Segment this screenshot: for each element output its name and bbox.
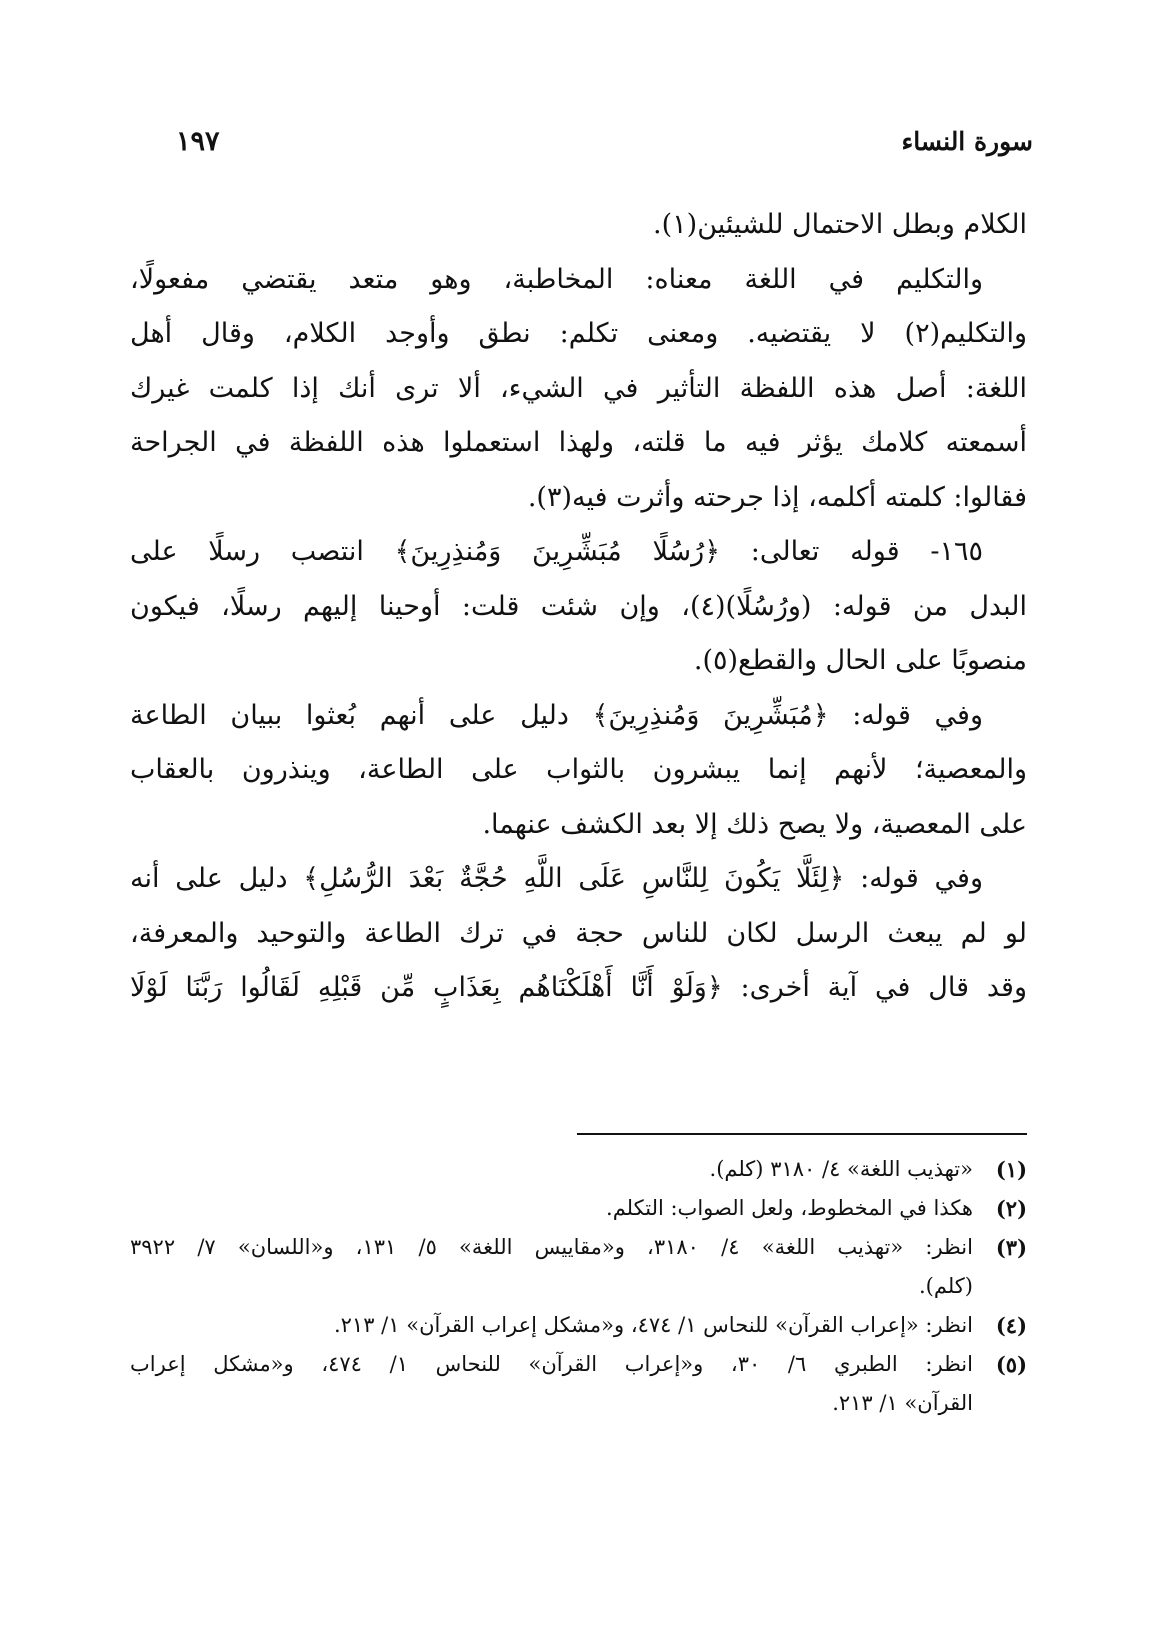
text-line: أسمعته كلامك يؤثر فيه ما قلته، ولهذا استعملوا هذه اللفظة في الجراحة [130,427,1027,458]
text-line: لو لم يبعث الرسل لكان للناس حجة في ترك الطاعة والتوحيد والمعرفة، [130,917,1027,949]
footnote-text: القرآن» ١/ ٢١٣. [832,1391,973,1415]
footnote [130,1306,1027,1345]
footnote [130,1150,1027,1189]
text-line: ١٦٥- قوله تعالى: ﴿رُسُلًا مُبَشِّرِينَ وَمُنذِرِينَ﴾ انتصب رسلًا على [130,536,983,567]
text-line: والمعصية؛ لأنهم إنما يبشرون بالثواب على الطاعة، وينذرون بالعقاب [130,754,1027,785]
footnote-number: (٤) [995,1313,1027,1338]
text-line: وفي قوله: ﴿مُبَشِّرِينَ وَمُنذِرِينَ﴾ دليل على أنهم بُعثوا ببيان الطاعة [130,699,983,731]
footnote-text: انظر: الطبري ٦/ ٣٠، و«إعراب القرآن» للنحاس ١/ ٤٧٤، و«مشكل إعراب [130,1352,973,1376]
footnote-number: (١) [995,1157,1027,1182]
surah-name: سورة النساء [901,127,1033,156]
footnote-text: (كلم). [919,1274,973,1298]
footnote-text: انظر: «تهذيب اللغة» ٤/ ٣١٨٠، و«مقاييس اللغة» ٥/ ١٣١، و«اللسان» ٧/ ٣٩٢٢ [130,1235,973,1259]
footnote [130,1189,1027,1228]
main-text [130,198,1027,1016]
text-line: اللغة: أصل هذه اللفظة التأثير في الشيء، ألا ترى أنك إذا كلمت غيرك [130,372,1027,404]
footnote [130,1228,1027,1306]
text-line: وقد قال في آية أخرى: ﴿وَلَوْ أَنَّا أَهْلَكْنَاهُم بِعَذَابٍ مِّن قَبْلِهِ لَقَالُوا رَبَّنَا لَوْلَا [130,972,1027,1003]
text-line: فقالوا: كلمته أكلمه، إذا جرحته وأثرت فيه(٣). [527,481,1027,513]
footnote-text: هكذا في المخطوط، ولعل الصواب: التكلم. [606,1196,973,1220]
text-line: البدل من قوله: (ورُسُلًا)(٤)، وإن شئت قلت: أوحينا إليهم رسلًا، فيكون [130,590,1027,622]
footnote-number: (٥) [995,1352,1027,1377]
footnote-number: (٣) [995,1235,1027,1260]
text-line: والتكليم في اللغة معناه: المخاطبة، وهو متعد يقتضي مفعولًا، [130,263,983,295]
running-header [130,118,1033,166]
text-line: والتكليم(٢) لا يقتضيه. ومعنى تكلم: نطق وأوجد الكلام، وقال أهل [130,318,1027,349]
footnote [130,1345,1027,1423]
text-line: الكلام وبطل الاحتمال للشيئين(١). [653,209,1027,240]
page-number: ١٩٧ [176,126,220,157]
text-line: على المعصية، ولا يصح ذلك إلا بعد الكشف عنهما. [482,808,1027,840]
footnotes [130,1150,1027,1423]
footnote-text: «تهذيب اللغة» ٤/ ٣١٨٠ (كلم). [709,1157,973,1181]
footnote-number: (٢) [995,1196,1027,1221]
footnote-divider [577,1133,1027,1135]
footnote-text: انظر: «إعراب القرآن» للنحاس ١/ ٤٧٤، و«مشكل إعراب القرآن» ١/ ٢١٣. [333,1313,973,1337]
text-line: منصوبًا على الحال والقطع(٥). [693,645,1027,676]
text-line: وفي قوله: ﴿لِئَلَّا يَكُونَ لِلنَّاسِ عَلَى اللَّهِ حُجَّةٌ بَعْدَ الرُّسُلِ﴾ دليل على أنه [130,863,983,894]
